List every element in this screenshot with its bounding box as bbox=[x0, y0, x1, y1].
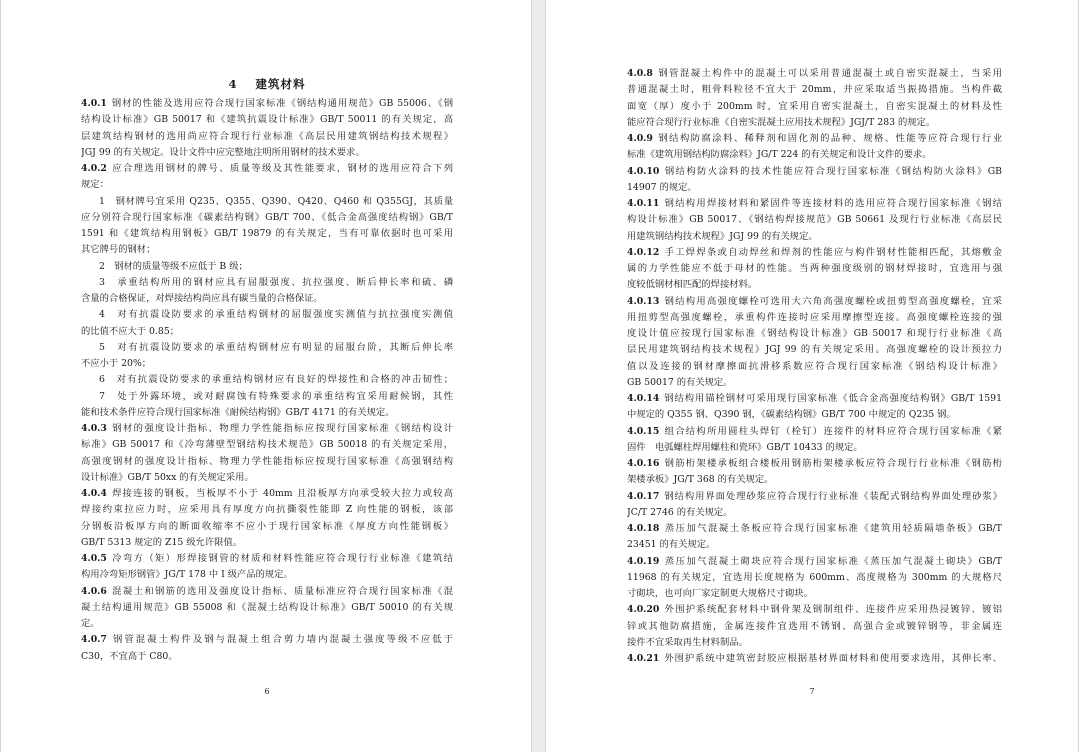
text-line bbox=[81, 356, 453, 372]
text-line bbox=[81, 632, 453, 648]
text-line bbox=[627, 326, 1002, 342]
line-text: 标准》GB 50017 和《冷弯薄壁型钢结构技术规范》GB 50018 的有关规定采用， bbox=[81, 439, 453, 451]
line-text: 应分别符合现行国家标准《碳素结构钢》GB/T 700、《低合金高强度结构钢》GB/T bbox=[81, 211, 453, 223]
text-line bbox=[627, 245, 1002, 261]
text-line bbox=[627, 440, 1002, 456]
clause-number: 4.0.16 bbox=[627, 458, 660, 469]
line-text: 不应小于 20%； bbox=[81, 358, 152, 369]
line-text: 用建筑钢结构技术规程》JGJ 99 的有关规定。 bbox=[627, 230, 818, 242]
line-text: 固件 电弧螺柱焊用螺柱和瓷环》GB/T 10433 的规定。 bbox=[627, 441, 863, 453]
text-line bbox=[627, 391, 1002, 407]
text-line bbox=[627, 602, 1002, 618]
text-line bbox=[81, 649, 453, 665]
line-text: 寸砌块，也可向厂家定制更大规格尺寸砌块。 bbox=[627, 588, 813, 599]
line-text: 蒸压加气混凝土砌块应符合现行国家标准《蒸压加气混凝土砌块》GB/T bbox=[663, 555, 1002, 567]
text-line bbox=[81, 129, 453, 145]
text-line bbox=[627, 489, 1002, 505]
text-line bbox=[81, 535, 453, 551]
line-text: 钢材的强度设计指标、物理力学性能指标应按现行国家标准《钢结构设计 bbox=[110, 423, 453, 434]
text-line bbox=[81, 177, 453, 193]
text-line bbox=[627, 147, 1002, 163]
line-text: 手工焊焊条或自动焊丝和焊剂的性能应与构件钢材性能相匹配，其熔敷金 bbox=[663, 246, 1002, 258]
line-text: 锌或其他防腐措施，金属连接件宜选用不锈钢、高强合金或镀锌钢等，非金属连 bbox=[627, 620, 1002, 632]
line-text: 2 钢材的质量等级不应低于 B 级； bbox=[99, 260, 248, 272]
line-text: 钢结构防火涂料的技术性能应符合现行国家标准《钢结构防火涂料》GB bbox=[663, 165, 1002, 177]
line-text: 定。 bbox=[81, 618, 100, 629]
text-line bbox=[627, 456, 1002, 472]
text-line bbox=[81, 470, 453, 486]
line-text: 属的力学性能应不低于母材的性能。当两种强度级别的钢材焊接时，宜选用与强 bbox=[627, 263, 1002, 274]
line-text: 凝土结构通用规范》GB 55008 和《混凝土结构设计标准》GB/T 50010 的有关规 bbox=[81, 601, 453, 613]
text-line bbox=[81, 584, 453, 600]
text-line bbox=[81, 291, 453, 307]
text-line bbox=[627, 277, 1002, 293]
clause-number: 4.0.2 bbox=[81, 163, 107, 174]
line-text: 冷弯方（矩）形焊接钢管的材质和材料性能应符合现行行业标准《建筑结 bbox=[110, 553, 453, 564]
text-line bbox=[627, 99, 1002, 115]
text-line bbox=[627, 196, 1002, 212]
line-text: 含量的合格保证，对焊接结构尚应具有碳当量的合格保证。 bbox=[81, 293, 323, 304]
text-line bbox=[627, 570, 1002, 586]
text-line bbox=[81, 502, 453, 518]
chapter-heading bbox=[81, 74, 453, 96]
clause-number: 4.0.5 bbox=[81, 553, 107, 564]
text-line bbox=[81, 259, 453, 275]
line-text: 高强度钢材的强度设计指标、物理力学性能指标应按现行国家标准《高强钢结构 bbox=[81, 455, 453, 467]
clause-number: 4.0.9 bbox=[627, 133, 653, 144]
text-line bbox=[81, 161, 453, 177]
line-text: JC/T 2746 的有关规定。 bbox=[627, 506, 733, 518]
line-text: 接件不宜采取再生材料制品。 bbox=[627, 636, 748, 648]
line-text: 4 对有抗震设防要求的承重结构钢材的屈服强度实测值与抗拉强度实测值 bbox=[99, 309, 453, 321]
clause-number: 4.0.1 bbox=[81, 98, 107, 109]
line-text: 钢结构用高强度螺栓可选用大六角高强度螺栓或扭剪型高强度螺栓，宜采 bbox=[663, 295, 1002, 307]
line-text: 设计标准》GB/T 50xx 的有关规定采用。 bbox=[81, 471, 254, 483]
line-text: 外围护系统配套材料中钢骨架及钢制组件、连接件应采用热浸镀锌、镀铝 bbox=[663, 604, 1002, 616]
text-line bbox=[81, 389, 453, 405]
line-text: 钢结构用锚栓钢材可采用现行国家标准《低合金高强度结构钢》GB/T 1591 bbox=[663, 393, 1002, 404]
line-text: 分钢板沿板厚方向的断面收缩率不应小于现行国家标准《厚度方向性能钢板》 bbox=[81, 520, 453, 532]
text-line bbox=[627, 180, 1002, 196]
clause-number: 4.0.6 bbox=[81, 585, 107, 597]
clause-number: 4.0.7 bbox=[81, 634, 107, 646]
clause-number: 4.0.10 bbox=[627, 165, 660, 177]
document-page-left bbox=[0, 0, 532, 752]
line-text: 外围护系统中建筑密封胶应根据基材界面材料和使用要求选用，其伸长率、 bbox=[663, 653, 1002, 664]
line-text: 1591 和《建筑结构用钢板》GB/T 19879 的有关规定，当有可靠依据时也可采用 bbox=[81, 228, 453, 239]
line-text: 焊接约束拉应力时，应采用具有厚度方向抗撕裂性能即 Z 向性能的钢板，该部 bbox=[81, 504, 453, 516]
text-line bbox=[627, 651, 1002, 667]
text-line bbox=[81, 454, 453, 470]
text-line bbox=[81, 96, 453, 112]
text-line bbox=[627, 375, 1002, 391]
text-line bbox=[81, 437, 453, 453]
line-text: 能和技术条件应符合现行国家标准《耐候结构钢》GB/T 4171 的有关规定。 bbox=[81, 406, 395, 418]
line-text: 其它牌号的钢材； bbox=[81, 244, 156, 256]
clause-number: 4.0.13 bbox=[627, 295, 660, 307]
line-text: 中规定的 Q355 钢、Q390 钢，《碳素结构钢》GB/T 700 中规定的 Q235 钢。 bbox=[627, 409, 956, 421]
text-line bbox=[81, 519, 453, 535]
clause-number: 4.0.21 bbox=[627, 653, 660, 664]
line-text: 结构设计标准》GB 50017 和《建筑抗震设计标准》GB/T 50011 的有关规定，高 bbox=[81, 114, 453, 126]
text-line bbox=[81, 405, 453, 421]
clause-number: 4.0.12 bbox=[627, 246, 660, 258]
line-text: GB/T 5313 规定的 Z15 级允许限值。 bbox=[81, 536, 243, 548]
line-text: 能应符合现行行业标准《自密实混凝土应用技术规程》JGJ/T 283 的规定。 bbox=[627, 116, 936, 128]
line-text: 23451 的有关规定。 bbox=[627, 539, 716, 551]
clause-number: 4.0.8 bbox=[627, 68, 653, 79]
line-text: 用扭剪型高强度螺栓，承重构件连接时应采用摩擦型连接。高强度螺栓连接的强 bbox=[627, 311, 1002, 323]
line-text: 1 钢材牌号宜采用 Q235、Q355、Q390、Q420、Q460 和 Q355GJ，其质量 bbox=[99, 195, 453, 207]
chapter-number: 4 bbox=[228, 77, 238, 91]
text-line bbox=[627, 537, 1002, 553]
clause-number: 4.0.14 bbox=[627, 393, 660, 404]
text-line bbox=[627, 310, 1002, 326]
clause-number: 4.0.20 bbox=[627, 604, 660, 616]
text-line bbox=[81, 275, 453, 291]
line-text: 6 对有抗震设防要求的承重结构钢材应有良好的焊接性和合格的冲击韧性； bbox=[99, 374, 453, 386]
line-text: 11968 的有关规定，宜选用长度规格为 600mm、高度规格为 300mm 的大规格尺 bbox=[627, 571, 1002, 583]
text-line bbox=[81, 486, 453, 502]
line-text: 钢管混凝土构件及钢与混凝土组合剪力墙内混凝土强度等级不应低于 bbox=[110, 634, 453, 646]
line-text: 3 承重结构所用的钢材应具有屈服强度、抗拉强度、断后伸长率和硫、磷 bbox=[99, 276, 453, 288]
text-line bbox=[627, 424, 1002, 440]
text-line bbox=[627, 66, 1002, 82]
line-text: JGJ 99 的有关规定。设计文件中应完整地注明所用钢材的技术要求。 bbox=[81, 146, 365, 158]
text-line bbox=[627, 505, 1002, 521]
text-line bbox=[627, 407, 1002, 423]
line-text: 值以及连接的钢材摩擦面抗滑移系数应符合现行国家标准《钢结构设计标准》 bbox=[627, 360, 1002, 372]
clause-number: 4.0.11 bbox=[627, 198, 660, 209]
line-text: C30，不宜高于 C80。 bbox=[81, 650, 178, 662]
text-line bbox=[81, 551, 453, 567]
text-line bbox=[627, 82, 1002, 98]
text-line bbox=[81, 194, 453, 210]
line-text: 标准《建筑用钢结构防腐涂料》JG/T 224 的有关规定和设计文件的要求。 bbox=[627, 149, 932, 161]
text-line bbox=[627, 359, 1002, 375]
text-line bbox=[627, 261, 1002, 277]
text-line bbox=[627, 521, 1002, 537]
text-line bbox=[81, 210, 453, 226]
page-number: 6 bbox=[264, 687, 270, 696]
text-line bbox=[81, 112, 453, 128]
line-text: 蒸压加气混凝土条板应符合现行国家标准《建筑用轻质隔墙条板》GB/T bbox=[663, 523, 1002, 534]
line-text: 度较低钢材相匹配的焊接材料。 bbox=[627, 279, 758, 291]
page-body bbox=[81, 74, 453, 665]
chapter-title: 建筑材料 bbox=[255, 77, 306, 91]
line-text: 焊接连接的钢板，当板厚不小于 40mm 且沿板厚方向承受较大拉力或较高 bbox=[110, 488, 453, 499]
clause-number: 4.0.4 bbox=[81, 488, 107, 499]
line-text: 的比值不应大于 0.85； bbox=[81, 325, 180, 337]
text-line bbox=[81, 567, 453, 583]
text-line bbox=[627, 586, 1002, 602]
text-line bbox=[81, 145, 453, 161]
line-text: 面宽（厚）度小于 200mm 时，宜采用自密实混凝土，自密实混凝土的材料及性 bbox=[627, 100, 1002, 112]
text-line bbox=[627, 342, 1002, 358]
line-text: 钢结构防腐涂料、稀释剂和固化剂的品种、规格、性能等应符合现行行业 bbox=[656, 133, 1002, 144]
text-line bbox=[627, 131, 1002, 147]
text-line bbox=[81, 324, 453, 340]
line-text: 规定： bbox=[81, 179, 109, 191]
line-text: 层建筑结构钢材的选用尚应符合现行行业标准《高层民用建筑钢结构技术规程》 bbox=[81, 130, 453, 142]
line-text: 钢管混凝土构件中的混凝土可以采用普通混凝土或自密实混凝土，当采用 bbox=[656, 68, 1002, 79]
line-text: 构设计标准》GB 50017、《钢结构焊接规范》GB 50661 及现行行业标准《高层民 bbox=[627, 214, 1002, 226]
clause-number: 4.0.3 bbox=[81, 423, 107, 434]
text-line bbox=[81, 340, 453, 356]
text-line bbox=[627, 472, 1002, 488]
text-line bbox=[627, 164, 1002, 180]
text-line bbox=[627, 294, 1002, 310]
document-page-right bbox=[545, 0, 1079, 752]
clause-number: 4.0.17 bbox=[627, 490, 660, 502]
line-text: GB 50017 的有关规定。 bbox=[627, 376, 733, 388]
text-line bbox=[81, 421, 453, 437]
line-text: 层民用建筑钢结构技术规程》JGJ 99 的有关规定采用。高强度螺栓的设计预拉力 bbox=[627, 344, 1002, 356]
text-line bbox=[81, 600, 453, 616]
line-text: 钢材的性能及选用应符合现行国家标准《钢结构通用规范》GB 55006、《钢 bbox=[110, 98, 453, 109]
clause-number: 4.0.18 bbox=[627, 523, 660, 534]
line-text: 普通混凝土时，粗骨料粒径不宜大于 20mm，并应采取适当振捣措施。当构件截 bbox=[627, 84, 1002, 96]
line-text: 混凝土和钢筋的选用及强度设计指标、质量标准应符合现行国家标准《混 bbox=[110, 585, 453, 597]
page-body bbox=[627, 66, 1002, 667]
text-line bbox=[627, 229, 1002, 245]
text-line bbox=[81, 242, 453, 258]
text-line bbox=[627, 554, 1002, 570]
text-line bbox=[81, 616, 453, 632]
line-text: 5 对有抗震设防要求的承重结构钢材应有明显的屈服台阶，其断后伸长率 bbox=[99, 341, 453, 353]
clause-number: 4.0.19 bbox=[627, 555, 660, 567]
text-line bbox=[81, 372, 453, 388]
line-text: 钢结构用界面处理砂浆应符合现行行业标准《装配式钢结构界面处理砂浆》 bbox=[663, 490, 1002, 502]
page-number: 7 bbox=[809, 687, 815, 696]
line-text: 构用冷弯矩形钢管》JG/T 178 中 I 级产品的规定。 bbox=[81, 569, 293, 581]
text-line bbox=[81, 226, 453, 242]
line-text: 应合理选用钢材的牌号、质量等级及其性能要求，钢材的选用应符合下列 bbox=[110, 163, 453, 174]
line-text: 钢结构用焊接材料和紧固件等连接材料的选用应符合现行国家标准《钢结 bbox=[663, 198, 1002, 209]
line-text: 组合结构所用圆柱头焊钉（栓钉）连接件的材料应符合现行国家标准《紧 bbox=[663, 425, 1002, 437]
text-line bbox=[627, 115, 1002, 131]
line-text: 架楼承板》JG/T 368 的有关规定。 bbox=[627, 474, 774, 486]
text-line bbox=[627, 619, 1002, 635]
line-text: 14907 的规定。 bbox=[627, 181, 697, 193]
line-text: 7 处于外露环境，或对耐腐蚀有特殊要求的承重结构宜采用耐候钢，其性 bbox=[99, 390, 453, 402]
line-text: 钢筋桁架楼承板组合楼板用钢筋桁架楼承板应符合现行行业标准《钢筋桁 bbox=[663, 458, 1002, 469]
text-line bbox=[81, 307, 453, 323]
line-text: 度设计值应按现行国家标准《钢结构设计标准》GB 50017 和现行行业标准《高 bbox=[627, 328, 1002, 339]
clause-number: 4.0.15 bbox=[627, 425, 660, 437]
text-line bbox=[627, 212, 1002, 228]
text-line bbox=[627, 635, 1002, 651]
